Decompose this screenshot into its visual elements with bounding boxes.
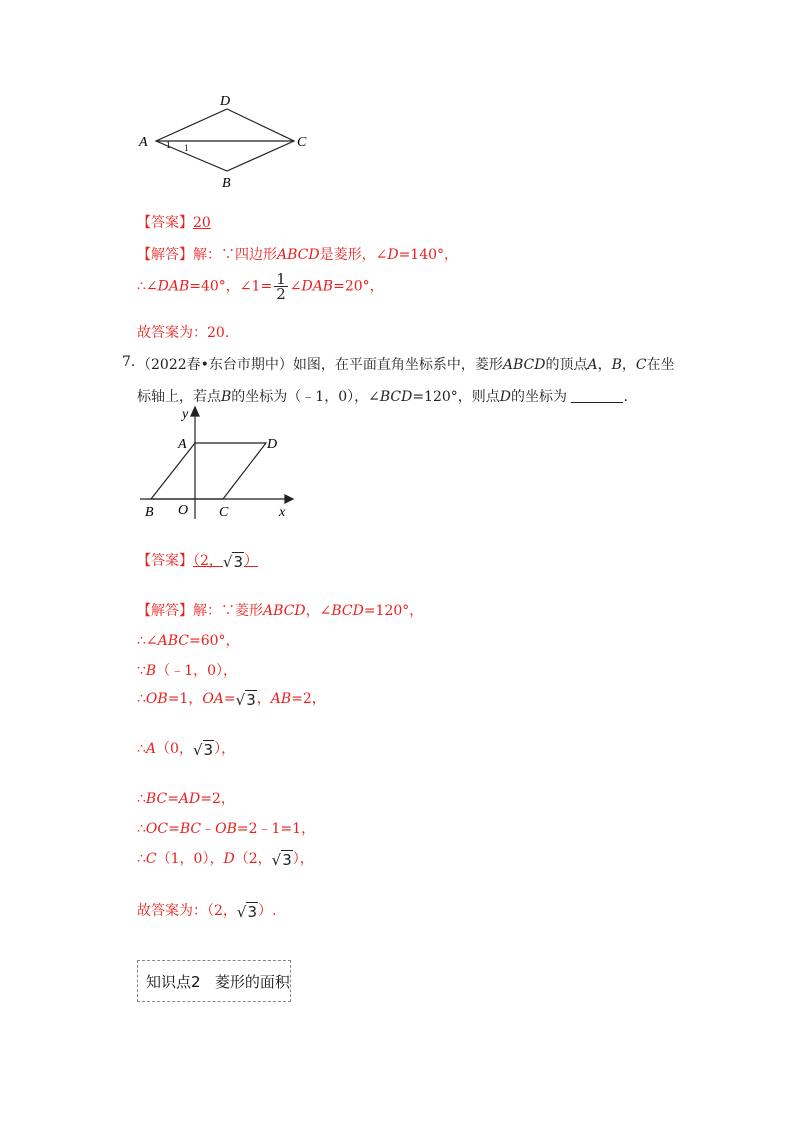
label-d: D <box>220 94 231 109</box>
q7-final-answer <box>137 900 276 921</box>
q7-solution-line-3 <box>137 660 237 680</box>
text: 解：∵四边形 <box>193 247 277 263</box>
q7-question-line-1 <box>137 354 675 374</box>
q6-solution-line-2 <box>137 272 384 301</box>
var: OB <box>215 821 237 837</box>
var: BC <box>145 791 168 807</box>
text: ） <box>244 553 259 569</box>
label-b: B <box>145 505 154 520</box>
knowledge-point-heading <box>137 960 291 1002</box>
var: ABCD <box>277 247 320 263</box>
var: B <box>221 389 232 405</box>
angle-label-1a: 1 <box>166 140 171 150</box>
text: 是菱形，∠ <box>319 247 388 263</box>
text: （0， <box>156 741 193 757</box>
label-c: C <box>219 505 229 520</box>
text: 在坐 <box>646 357 675 373</box>
frac-den: 2 <box>276 285 286 303</box>
q7-solution-line-7 <box>137 818 315 838</box>
q7-number: 7. <box>122 354 136 370</box>
text: ）. <box>258 903 277 919</box>
var: DAB <box>301 278 334 295</box>
q7-solution-line-5 <box>137 738 235 759</box>
label-x: x <box>279 505 286 520</box>
text: ∴ <box>137 851 146 867</box>
text: 的顶点 <box>545 357 588 373</box>
var: AD <box>178 791 201 807</box>
angle-label-1b: 1 <box>184 143 189 153</box>
text: =2， <box>200 791 235 807</box>
y-axis-arrow <box>191 407 199 416</box>
solution-tag: 【解答】 <box>137 247 193 263</box>
text: ∵ <box>137 663 146 679</box>
radicand: 3 <box>203 741 214 759</box>
var: BCD <box>331 603 364 619</box>
text: （﹣1，0）， <box>156 663 238 679</box>
text: . <box>623 389 628 405</box>
text: ∴∠ <box>137 633 158 649</box>
q6-solution-line-1 <box>137 244 458 264</box>
sqrt: √3 <box>192 741 214 759</box>
radicand: 3 <box>233 553 244 571</box>
q7-question-line-2 <box>137 386 628 406</box>
rhombus-figure-1 <box>130 90 320 190</box>
radicand: 3 <box>246 691 256 709</box>
answer-blank <box>571 388 623 403</box>
var: D <box>387 247 399 263</box>
text: ， <box>597 357 612 373</box>
text: 解：∵菱形 <box>193 603 263 619</box>
text: （2， <box>193 553 223 569</box>
var: ABCD <box>502 357 546 373</box>
text: =20°， <box>333 278 384 295</box>
var: OC <box>145 821 169 837</box>
text: 故答案为：（2， <box>137 903 237 919</box>
frac-num: 1 <box>276 270 286 288</box>
text: =2， <box>291 691 326 707</box>
answer-tag: 【答案】 <box>137 215 193 231</box>
coordinate-figure <box>135 404 300 522</box>
sqrt: √3 <box>236 903 258 921</box>
q7-solution-line-4 <box>137 688 326 709</box>
answer-value: 20 <box>193 215 211 231</box>
x-axis-arrow <box>285 495 293 503</box>
text: ，∠ <box>305 603 332 619</box>
radicand: 3 <box>247 903 258 921</box>
text: =60°， <box>189 633 240 649</box>
text: ∴∠ <box>137 278 158 295</box>
q7-solution-line-6 <box>137 788 235 808</box>
q6-final-answer: 故答案为：20. <box>137 325 230 341</box>
q7-solution-line-2 <box>137 630 240 650</box>
text: =2﹣1=1， <box>236 821 316 837</box>
q7-answer <box>137 550 258 571</box>
var: AB <box>270 691 292 707</box>
text: ∠ <box>289 278 302 295</box>
rhombus-abcd <box>151 443 266 499</box>
text: =1， <box>167 691 203 707</box>
text: （2， <box>234 851 272 867</box>
text: =140°， <box>398 247 459 263</box>
text: = <box>223 691 236 707</box>
var: B <box>611 357 622 373</box>
var: A <box>587 357 598 373</box>
var: BC <box>179 821 202 837</box>
text: ﹣ <box>201 821 216 837</box>
answer-value <box>193 553 258 569</box>
label-c: C <box>297 135 307 150</box>
var: OA <box>202 691 224 707</box>
radicand: 3 <box>282 851 292 869</box>
var: A <box>145 741 157 757</box>
q7-solution-line-1 <box>137 600 423 620</box>
sqrt: √3 <box>222 553 244 571</box>
sqrt: √3 <box>235 691 256 709</box>
text: =120°，则点 <box>412 389 500 405</box>
var: DAB <box>157 278 190 295</box>
label-a: A <box>139 135 148 150</box>
text: ， <box>621 357 636 373</box>
var: ABC <box>157 633 190 649</box>
text: ∴ <box>137 691 146 707</box>
var: D <box>223 851 235 867</box>
label-o: O <box>178 503 189 518</box>
text: ∴ <box>137 791 146 807</box>
q7-solution-line-8 <box>137 848 314 869</box>
label-y: y <box>182 407 189 422</box>
text: ， <box>256 691 271 707</box>
var: B <box>145 663 157 679</box>
text: ）， <box>214 741 236 757</box>
text: 标轴上，若点 <box>137 389 221 405</box>
sqrt: √3 <box>271 851 292 869</box>
text: 的坐标为（﹣1，0），∠ <box>231 389 380 405</box>
var: OB <box>145 691 168 707</box>
fraction-one-half <box>274 272 288 301</box>
text: ）， <box>292 851 314 867</box>
text: ∴ <box>137 821 146 837</box>
var: D <box>499 389 512 405</box>
text: 的坐标为 <box>511 389 568 405</box>
text: （1，0）， <box>156 851 224 867</box>
text: =120°， <box>363 603 424 619</box>
text: （2022春•东台市期中）如图，在平面直角坐标系中，菱形 <box>137 357 503 373</box>
text: = <box>168 821 180 837</box>
var: C <box>145 851 157 867</box>
var: BCD <box>379 389 413 405</box>
knowledge-point-label: 知识点2 菱形的面积 <box>146 972 290 991</box>
label-b: B <box>222 176 231 190</box>
var: C <box>635 357 647 373</box>
q6-answer <box>137 212 211 232</box>
solution-tag: 【解答】 <box>137 603 193 619</box>
text: = <box>167 791 179 807</box>
text: =40°，∠1= <box>189 278 273 295</box>
var: ABCD <box>263 603 306 619</box>
label-a: A <box>178 437 187 452</box>
label-d: D <box>267 437 278 452</box>
text: ∴ <box>137 741 146 757</box>
answer-tag: 【答案】 <box>137 553 193 569</box>
rhombus-outline <box>156 109 294 171</box>
